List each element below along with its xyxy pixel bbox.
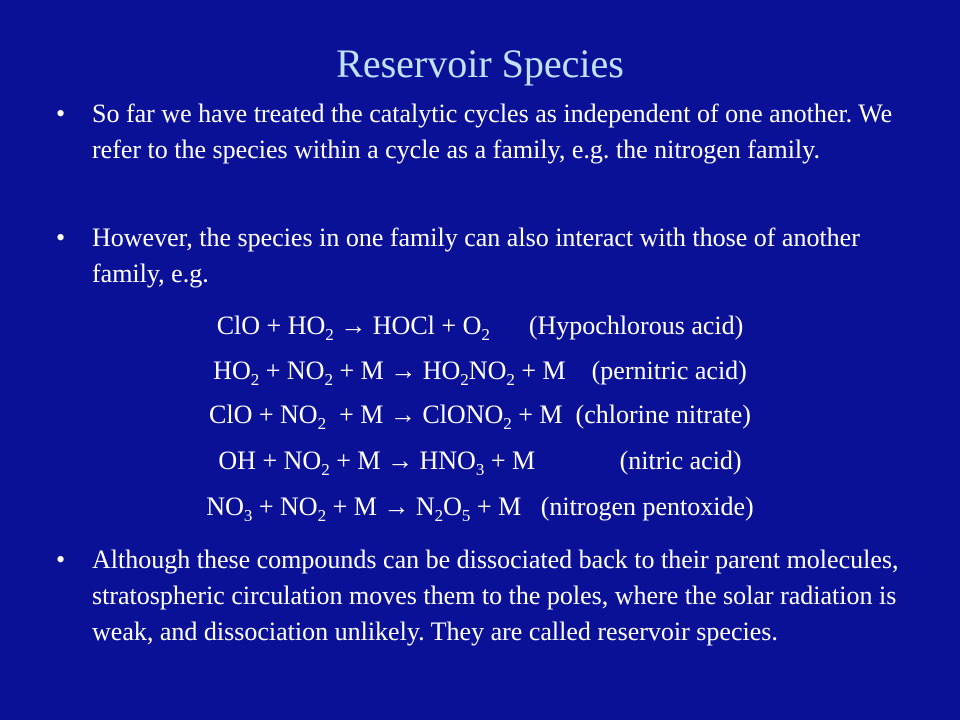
equation-nitrogen-pentoxide <box>0 489 960 525</box>
equation-text: + M (nitric acid) <box>484 446 742 475</box>
equation-subscript: 2 <box>250 370 260 390</box>
equation-subscript: 2 <box>325 325 334 345</box>
equation-text: (Hypochlorous acid) <box>489 311 744 340</box>
bullet-icon: • <box>56 223 66 252</box>
equation-subscript: 2 <box>481 325 490 345</box>
equation-subscript: 2 <box>317 506 327 526</box>
bullet-icon: • <box>56 99 66 128</box>
equation-subscript: 5 <box>461 506 471 526</box>
equation-text: + M → N <box>326 492 435 521</box>
equation-pernitric-acid <box>0 353 960 389</box>
equation-text: ClO + NO <box>209 400 318 429</box>
equation-hypochlorous-acid <box>0 308 960 344</box>
equation-text: + NO <box>252 492 318 521</box>
bullet-icon: • <box>56 545 66 574</box>
equation-text: + M (nitrogen pentoxide) <box>470 492 754 521</box>
bullet-item <box>56 220 906 292</box>
equation-text: ClO + HO <box>216 311 326 340</box>
equation-text: + M → HNO <box>329 446 476 475</box>
equation-text: OH + NO <box>218 446 322 475</box>
equation-subscript: 2 <box>434 506 444 526</box>
equation-text: O <box>443 492 462 521</box>
equation-chlorine-nitrate <box>0 397 960 433</box>
bullet-text: So far we have treated the catalytic cycles as independent of one another. We refer to the species within a cycle as a family, e.g. the nitrogen family. <box>92 99 893 164</box>
equation-subscript: 2 <box>321 460 330 480</box>
bullet-text: However, the species in one family can also interact with those of another family, e.g. <box>92 223 860 288</box>
equation-text: NO <box>206 492 244 521</box>
equation-subscript: 2 <box>317 414 327 434</box>
equation-subscript: 2 <box>324 370 333 390</box>
bullet-item <box>56 542 906 650</box>
equation-text: + M (chlorine nitrate) <box>511 400 751 429</box>
slide-title: Reservoir Species <box>336 41 624 86</box>
equation-subscript: 2 <box>506 370 515 390</box>
bullet-item <box>56 96 906 168</box>
equation-text: + M (pernitric acid) <box>514 356 747 385</box>
equation-subscript: 3 <box>475 460 485 480</box>
equation-text: + M → HO <box>332 356 461 385</box>
equation-subscript: 2 <box>503 414 512 434</box>
equation-subscript: 3 <box>243 506 253 526</box>
equation-subscript: 2 <box>460 370 469 390</box>
equation-nitric-acid <box>0 443 960 479</box>
equation-text: HO <box>213 356 251 385</box>
equation-text: + NO <box>259 356 325 385</box>
equation-text: → HOCl + O <box>333 311 482 340</box>
equation-text: NO <box>468 356 507 385</box>
bullet-text: Although these compounds can be dissociated back to their parent molecules, stratospheric circulation moves them to the poles, where the solar radiation is weak, and dissociation unlikely. They are called reservoir species. <box>92 545 899 646</box>
equation-text: + M → ClONO <box>326 400 504 429</box>
